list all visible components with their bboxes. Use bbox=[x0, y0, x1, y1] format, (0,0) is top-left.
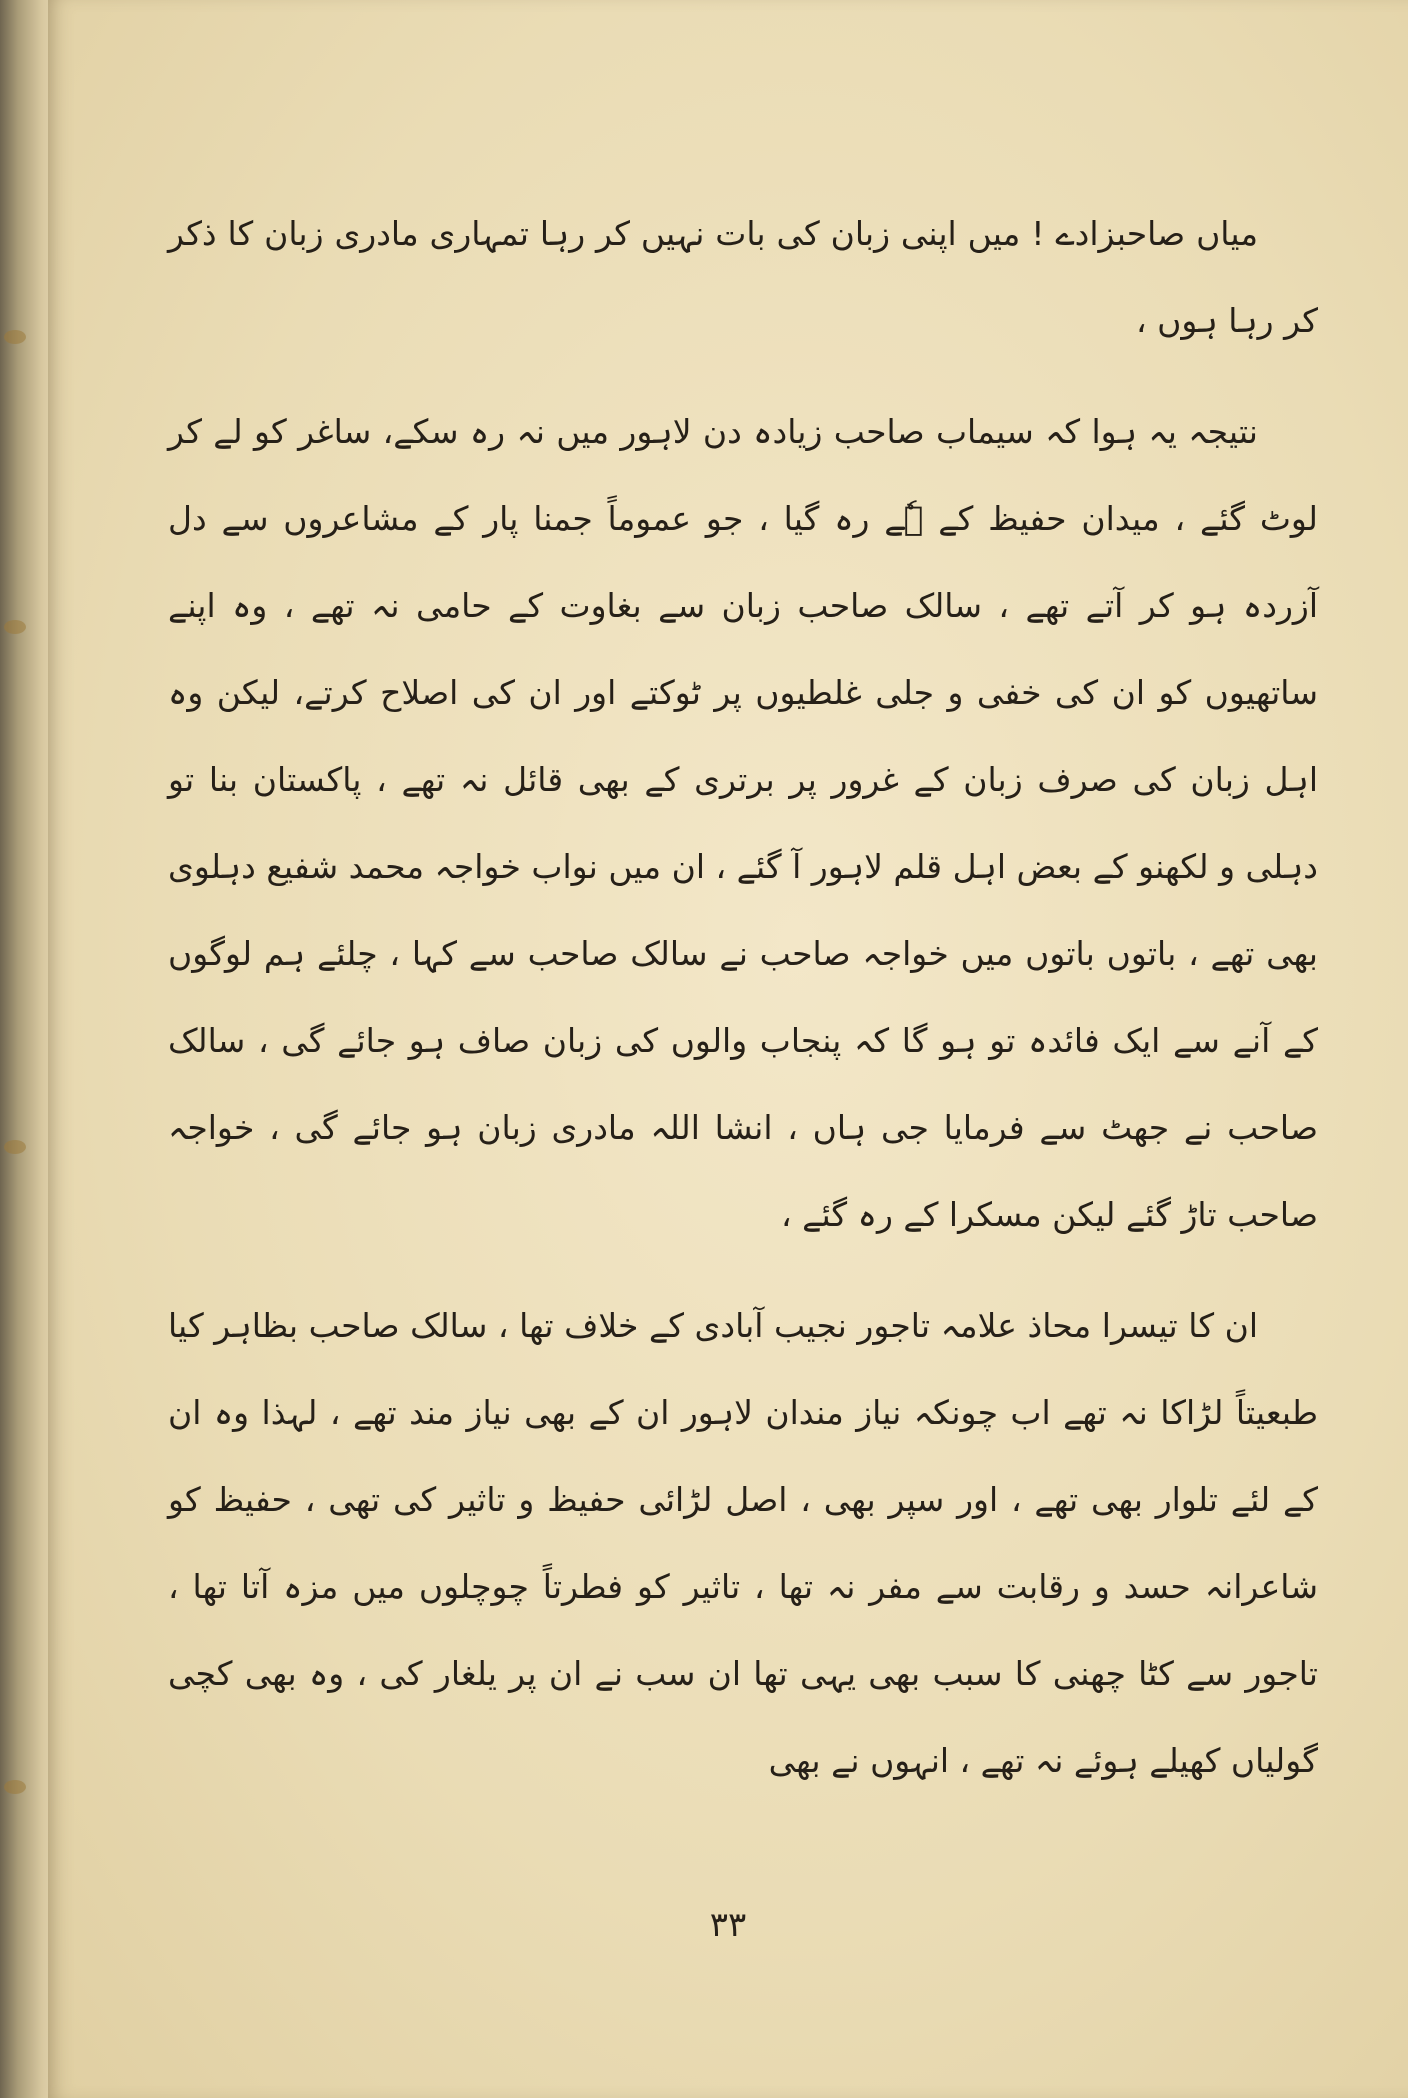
stain-mark bbox=[4, 620, 26, 634]
paragraph-1: میاں صاحبزادے ! میں اپنی زبان کی بات نہیں کر رہا تمہاری مادری زبان کا ذکر کر رہا ہوں ، bbox=[168, 214, 1318, 340]
stain-mark bbox=[4, 1140, 26, 1154]
paragraph-2: نتیجہ یہ ہوا کہ سیماب صاحب زیادہ دن لاہور میں نہ رہ سکے، ساغر کو لے کر لوٹ گئے ، میدان حفیظ کے ہٗے رہ گیا ، جو عموماً جمنا پار کے مشاعروں سے دل آزردہ ہو کر آتے تھے ، سالک صاحب زبان سے بغاوت کے حامی نہ تھے ، وہ اپنے ساتھیوں کو ان کی خفی و جلی غلطیوں پر ٹوکتے اور ان کی اصلاح کرتے، لیکن وہ اہل زبان کی صرف زبان کے غرور پر برتری کے بھی قائل نہ تھے ، پاکستان بنا تو دہلی و لکھنو کے بعض اہل قلم لاہور آ گئے ، ان میں نواب خواجہ محمد شفیع دہلوی بھی تھے ، باتوں باتوں میں خواجہ صاحب نے سالک صاحب سے کہا ، چلئے ہم لوگوں کے آنے سے ایک فائدہ تو ہو گا کہ پنجاب والوں کی زبان صاف ہو جائے گی ، سالک صاحب نے جھٹ سے فرمایا جی ہاں ، انشا اللہ مادری زبان ہو جائے گی ، خواجہ صاحب تاڑ گئے لیکن مسکرا کے رہ گئے ، bbox=[168, 412, 1318, 1234]
page-number: ۳۳ bbox=[709, 1905, 747, 1945]
book-page bbox=[48, 0, 1408, 2098]
page-body-text bbox=[168, 190, 1318, 1804]
stain-mark bbox=[4, 330, 26, 344]
stain-mark bbox=[4, 1780, 26, 1794]
paragraph-3: ان کا تیسرا محاذ علامہ تاجور نجیب آبادی کے خلاف تھا ، سالک صاحب بظاہر کیا طبعیتاً لڑاکا نہ تھے اب چونکہ نیاز مندان لاہور ان کے بھی نیاز مند تھے ، لہذا وہ ان کے لئے تلوار بھی تھے ، اور سپر بھی ، اصل لڑائی حفیظ و تاثیر کی تھی ، حفیظ کو شاعرانہ حسد و رقابت سے مفر نہ تھا ، تاثیر کو فطرتاً چوچلوں میں مزہ آتا تھا ، تاجور سے کٹا چھنی کا سبب بھی یہی تھا ان سب نے ان پر یلغار کی ، وہ بھی کچی گولیاں کھیلے ہوئے نہ تھے ، انہوں نے بھی bbox=[168, 1306, 1318, 1780]
